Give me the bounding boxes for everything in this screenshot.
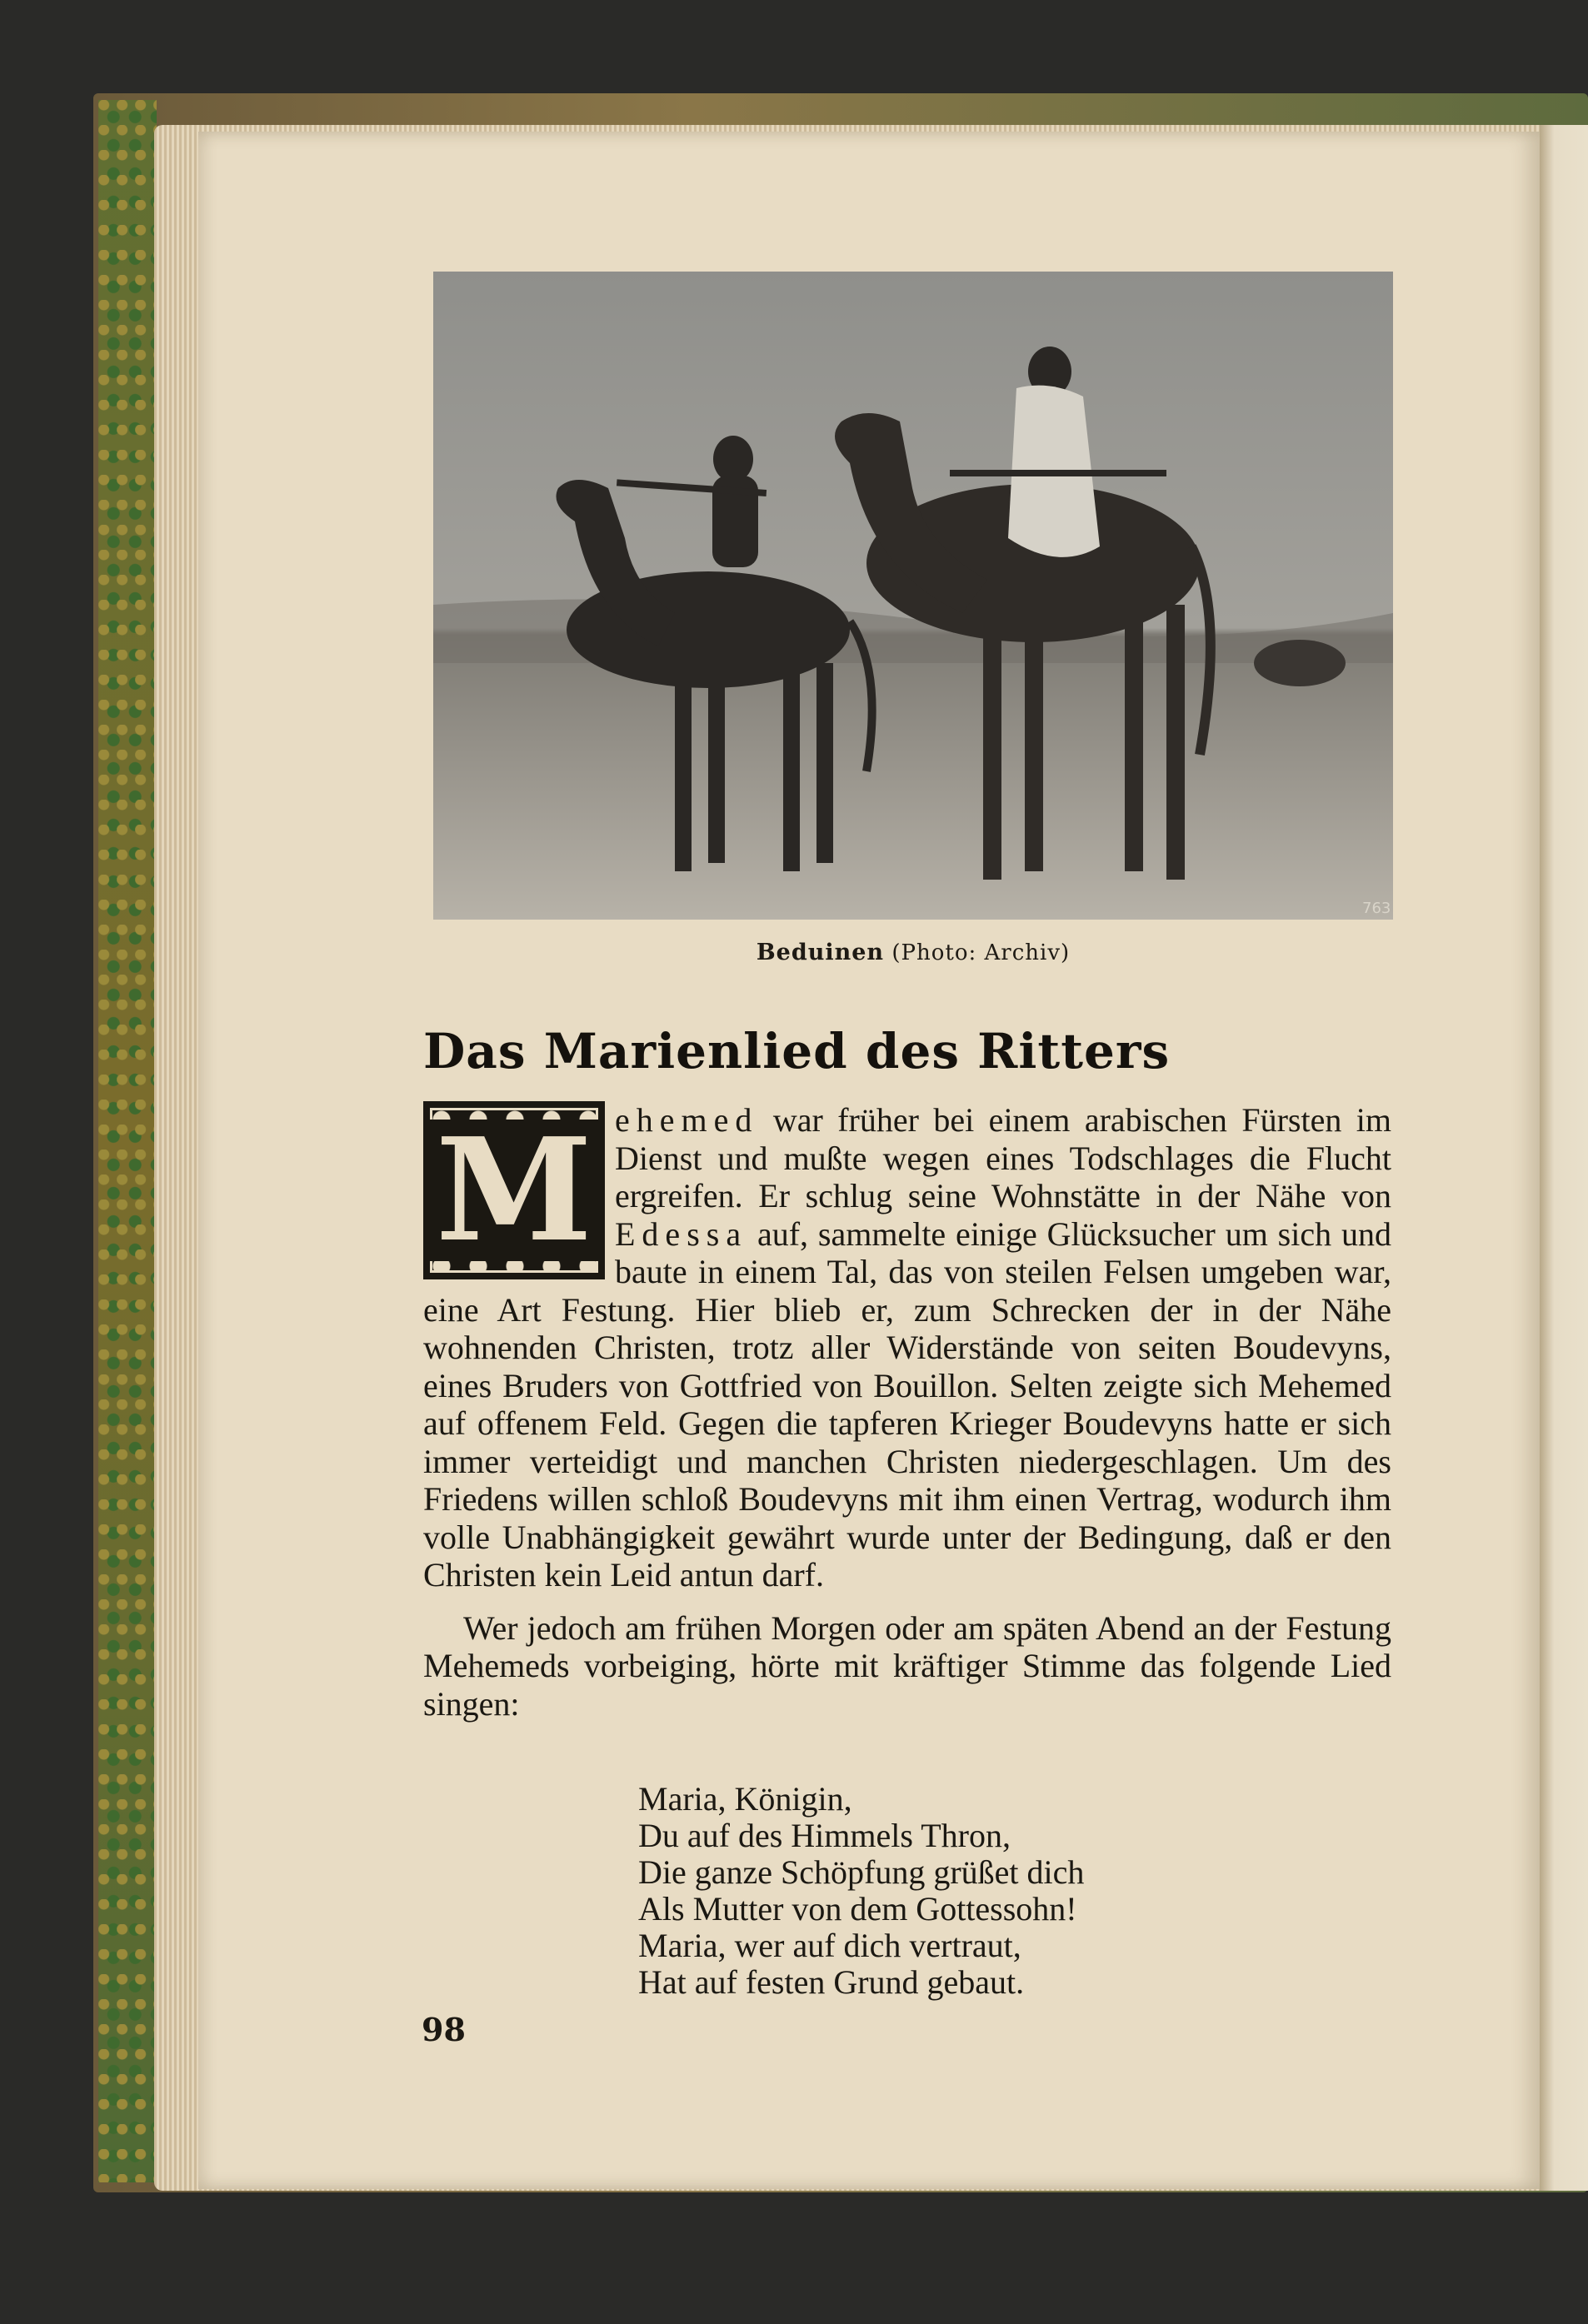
marbled-edge (98, 100, 157, 2182)
verse-line: Du auf des Himmels Thron, (638, 1817, 1011, 1854)
page-number: 98 (422, 2011, 466, 2048)
paragraph-1-lead: ehemed (615, 1101, 759, 1139)
verse-line: Hat auf festen Grund gebaut. (638, 1963, 1025, 2001)
dropcap-letter: M (427, 1120, 601, 1261)
bedouin-photo (433, 272, 1393, 920)
verse-line: Als Mutter von dem Gottessohn! (638, 1890, 1077, 1928)
body-text (423, 1101, 1391, 1723)
paragraph-1-text: war früher bei einem arabischen Fürsten im Dienst und mußte wegen eines Todschlages die Flucht ergreifen. Er schlug seine Wohnstätte in der Nähe von (615, 1101, 1391, 1214)
camel-riders-image (433, 272, 1393, 920)
photo-caption (433, 940, 1393, 965)
facing-page-edge (1540, 125, 1588, 2191)
verse-line: Maria, Königin, (638, 1780, 852, 1818)
distant-camel (1254, 640, 1346, 686)
verse-line: Die ganze Schöpfung grüßet dich (638, 1853, 1085, 1891)
paragraph-2: Wer jedoch am frühen Morgen oder am späten Abend an der Festung Mehemeds vorbeiging, hörte mit kräftiger Stimme das folgende Lied singen: (423, 1608, 1391, 1723)
caption-credit: (Photo: Archiv) (891, 940, 1071, 965)
paragraph-1-rest: auf, sammelte einige Glücksucher um sich und baute in einem Tal, das von steilen Felsen umgeben war, eine Art Festung. Hier blieb er, zum Schrecken der in der Nähe wohnenden Christen, trotz aller Widerstände von seiten Boudevyns, eines Bruders von Gottfried von Bouillon. Selten zeigte sich Mehemed auf offenem Feld. Gegen die tapferen Krieger Boudevyns hatte er sich immer verteidigt und manchen Christen niedergeschlagen. Um des Friedens willen schloß Boudevyns mit ihm einen Vertrag, wodurch ihm volle Unabhängigkeit gewährt wurde unter der Bedingung, daß er den Christen kein Leid antun darf. (423, 1214, 1391, 1593)
chapter-title: Das Marienlied des Ritters (423, 1023, 1171, 1080)
paragraph-1-place: Edessa (615, 1214, 748, 1253)
caption-title: Beduinen (756, 940, 885, 965)
plate-number: 763 (1362, 900, 1391, 917)
verse-line: Maria, wer auf dich vertraut, (638, 1927, 1021, 1964)
ornamental-initial (423, 1101, 605, 1279)
song-verse (638, 1781, 1305, 2001)
